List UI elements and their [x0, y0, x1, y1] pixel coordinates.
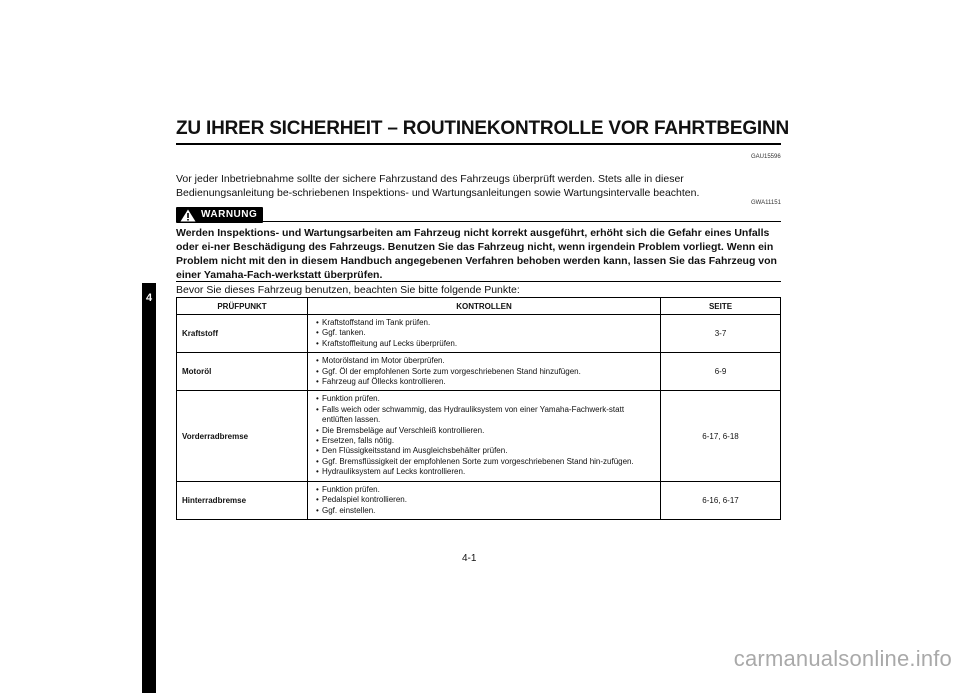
check-item: • Pedalspiel kontrollieren.	[316, 495, 407, 505]
row-checks	[308, 481, 661, 519]
page-number: 4-1	[462, 553, 477, 564]
check-item: • Funktion prüfen.	[316, 484, 380, 494]
check-item: • Funktion prüfen.	[316, 394, 380, 404]
header-seite: SEITE	[661, 298, 781, 315]
check-item: • Den Flüssigkeitsstand im Ausgleichsbehälter prüfen.	[316, 446, 508, 456]
check-item: • Kraftstoffstand im Tank prüfen.	[316, 318, 431, 327]
row-item: Kraftstoff	[177, 315, 308, 353]
checklist-intro: Bevor Sie dieses Fahrzeug benutzen, beachten Sie bitte folgende Punkte:	[176, 284, 520, 296]
intro-code: GAU15596	[751, 154, 781, 160]
warning-label: WARNUNG	[201, 209, 258, 220]
checklist-table	[176, 297, 781, 520]
check-item: • Ggf. Öl der empfohlenen Sorte zum vorgeschriebenen Stand hinzufügen.	[316, 366, 581, 376]
table-row	[177, 315, 781, 353]
chapter-number: 4	[145, 292, 153, 304]
title-underline	[176, 143, 781, 145]
warning-text: Werden Inspektions- und Wartungsarbeiten am Fahrzeug nicht korrekt ausgeführt, erhöht sich die Gefahr eines Unfalls oder ei-ner Beschädigung des Fahrzeugs. Benutzen Sie das Fahrzeug nicht, wenn irgendein Problem vorliegt. Wenn ein Problem nicht mit den in diesem Handbuch angegebenen Verfahren behoben werden kann, lassen Sie das Fahrzeug von einer Yamaha-Fach-werkstatt überprüfen.	[176, 227, 777, 281]
check-item: • Die Bremsbeläge auf Verschleiß kontrollieren.	[316, 425, 485, 435]
check-item: • Hydrauliksystem auf Lecks kontrollieren.	[316, 467, 466, 477]
check-item: • Kraftstoffleitung auf Lecks überprüfen.	[316, 338, 458, 348]
check-item: • Falls weich oder schwammig, das Hydrauliksystem von einer Yamaha-Fachwerk-statt entlüften lassen.	[316, 404, 625, 425]
watermark: carmanualsonline.info	[733, 646, 952, 671]
warning-triangle-icon	[180, 209, 196, 222]
check-item: • Ggf. einstellen.	[316, 505, 376, 515]
row-checks	[308, 353, 661, 391]
warning-badge	[176, 207, 263, 223]
chapter-tab	[142, 283, 156, 693]
row-page: 6-17, 6-18	[661, 391, 781, 481]
row-page: 6-16, 6-17	[661, 481, 781, 519]
page-title: ZU IHRER SICHERHEIT – ROUTINEKONTROLLE VOR FAHRTBEGINN	[176, 118, 790, 139]
row-checks	[308, 391, 661, 481]
row-page: 6-9	[661, 353, 781, 391]
check-item: • Ggf. Bremsflüssigkeit der empfohlenen Sorte zum vorgeschriebenen Stand hin-zufügen.	[316, 456, 634, 466]
intro-paragraph: Vor jeder Inbetriebnahme sollte der sichere Fahrzustand des Fahrzeugs überprüft werden. Stets alle in dieser Bedienungsanleitung be-schriebenen Inspektions- und Wartungsanleitungen sowie Wartungsintervalle beachten.	[176, 173, 700, 199]
row-page: 3-7	[661, 315, 781, 353]
warning-code: GWA11151	[751, 200, 781, 206]
table-header-row	[177, 298, 781, 315]
check-item: • Ggf. tanken.	[316, 328, 366, 338]
row-checks	[308, 315, 661, 353]
row-item: Motoröl	[177, 353, 308, 391]
header-kontrollen: KONTROLLEN	[308, 298, 661, 315]
check-item: • Motorölstand im Motor überprüfen.	[316, 356, 445, 366]
header-pruefpunkt: PRÜFPUNKT	[177, 298, 308, 315]
check-item: • Fahrzeug auf Öllecks kontrollieren.	[316, 377, 446, 387]
table-row	[177, 481, 781, 519]
warning-rule	[263, 221, 781, 222]
check-item: • Ersetzen, falls nötig.	[316, 436, 395, 446]
row-item: Hinterradbremse	[177, 481, 308, 519]
table-row	[177, 391, 781, 481]
warning-bottom-rule	[176, 281, 781, 282]
row-item: Vorderradbremse	[177, 391, 308, 481]
table-row	[177, 353, 781, 391]
